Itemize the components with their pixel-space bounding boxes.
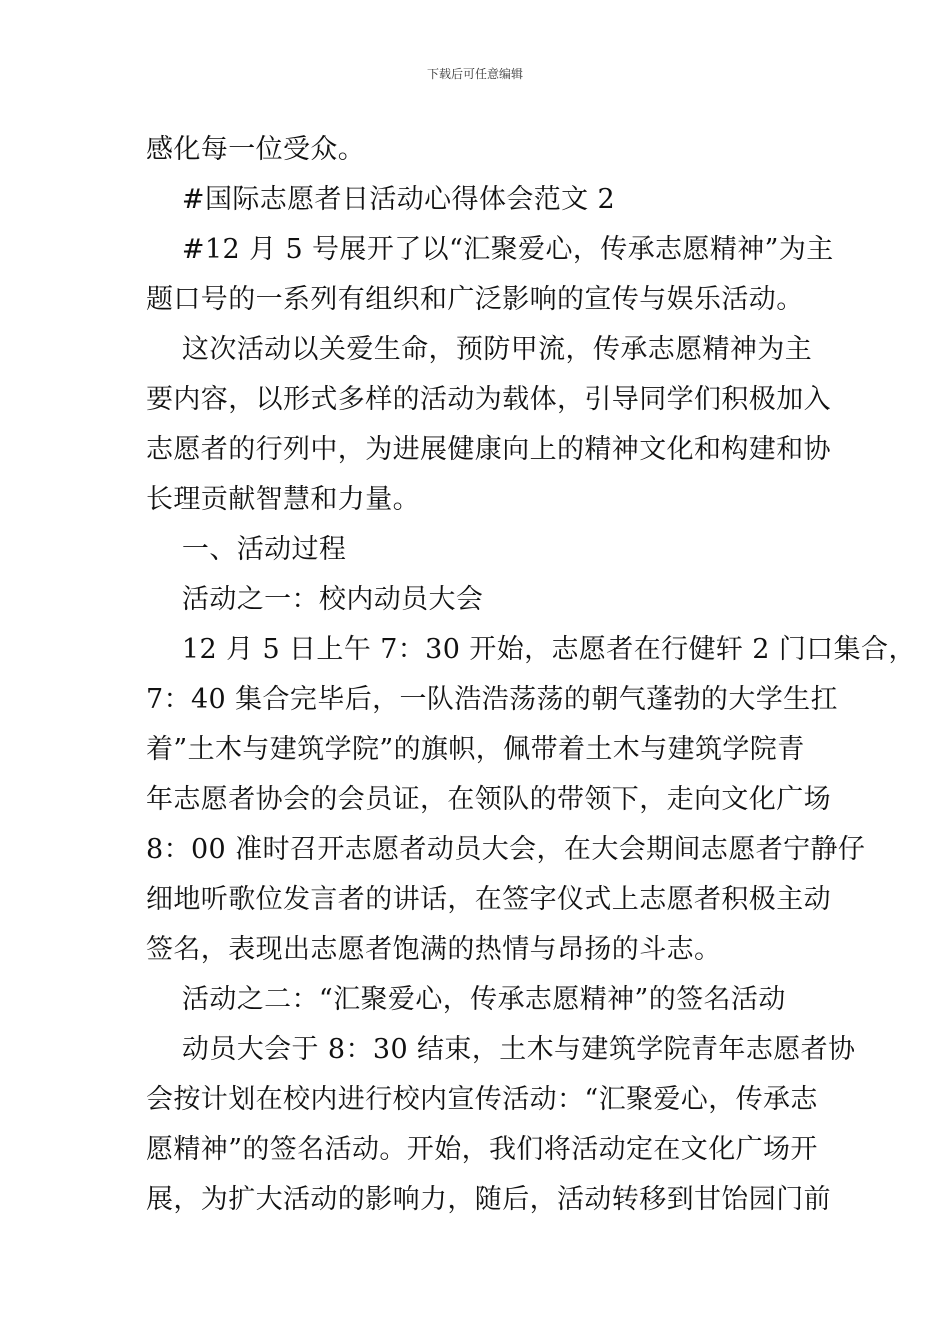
page-header: 下载后可任意编辑: [426, 67, 523, 81]
paragraph-line: 会按计划在校内进行校内宣传活动：“汇聚爱心，传承志: [146, 1084, 818, 1115]
paragraph-line: 题口号的一系列有组织和广泛影响的宣传与娱乐活动。: [146, 284, 804, 315]
paragraph-line: 着”土木与建筑学院”的旗帜，佩带着土木与建筑学院青: [146, 734, 805, 765]
paragraph-line: 愿精神”的签名活动。开始，我们将活动定在文化广场开: [146, 1134, 818, 1165]
paragraph-line: #12 月 5 号展开了以“汇聚爱心，传承志愿精神”为主: [146, 234, 834, 265]
paragraph-line: 7：40 集合完毕后，一队浩浩荡荡的朝气蓬勃的大学生扛: [146, 684, 838, 715]
paragraph-line: #国际志愿者日活动心得体会范文 2: [146, 184, 616, 215]
paragraph-line: 志愿者的行列中，为进展健康向上的精神文化和构建和协: [146, 434, 831, 465]
subsection-heading: 活动之一：校内动员大会: [146, 584, 484, 615]
paragraph-line: 长理贡献智慧和力量。: [146, 484, 420, 515]
paragraph-line: 12 月 5 日上午 7：30 开始，志愿者在行健轩 2 门口集合，: [146, 634, 916, 665]
paragraph-line: 年志愿者协会的会员证，在领队的带领下，走向文化广场: [146, 784, 831, 815]
section-heading: 一、活动过程: [146, 534, 347, 565]
subsection-heading: 活动之二：“汇聚爱心，传承志愿精神”的签名活动: [146, 984, 786, 1015]
paragraph-line: 这次活动以关爱生命，预防甲流，传承志愿精神为主: [146, 334, 813, 365]
paragraph-line: 8：00 准时召开志愿者动员大会，在大会期间志愿者宁静仔: [146, 834, 866, 865]
paragraph-line: 要内容，以形式多样的活动为载体，引导同学们积极加入: [146, 384, 831, 415]
paragraph-line: 感化每一位受众。: [146, 134, 366, 165]
paragraph-line: 动员大会于 8：30 结束，土木与建筑学院青年志愿者协: [146, 1034, 856, 1065]
paragraph-line: 细地听歌位发言者的讲话，在签字仪式上志愿者积极主动: [146, 884, 831, 915]
paragraph-line: 展，为扩大活动的影响力，随后，活动转移到甘饴园门前: [146, 1184, 831, 1215]
paragraph-line: 签名，表现出志愿者饱满的热情与昂扬的斗志。: [146, 934, 722, 965]
